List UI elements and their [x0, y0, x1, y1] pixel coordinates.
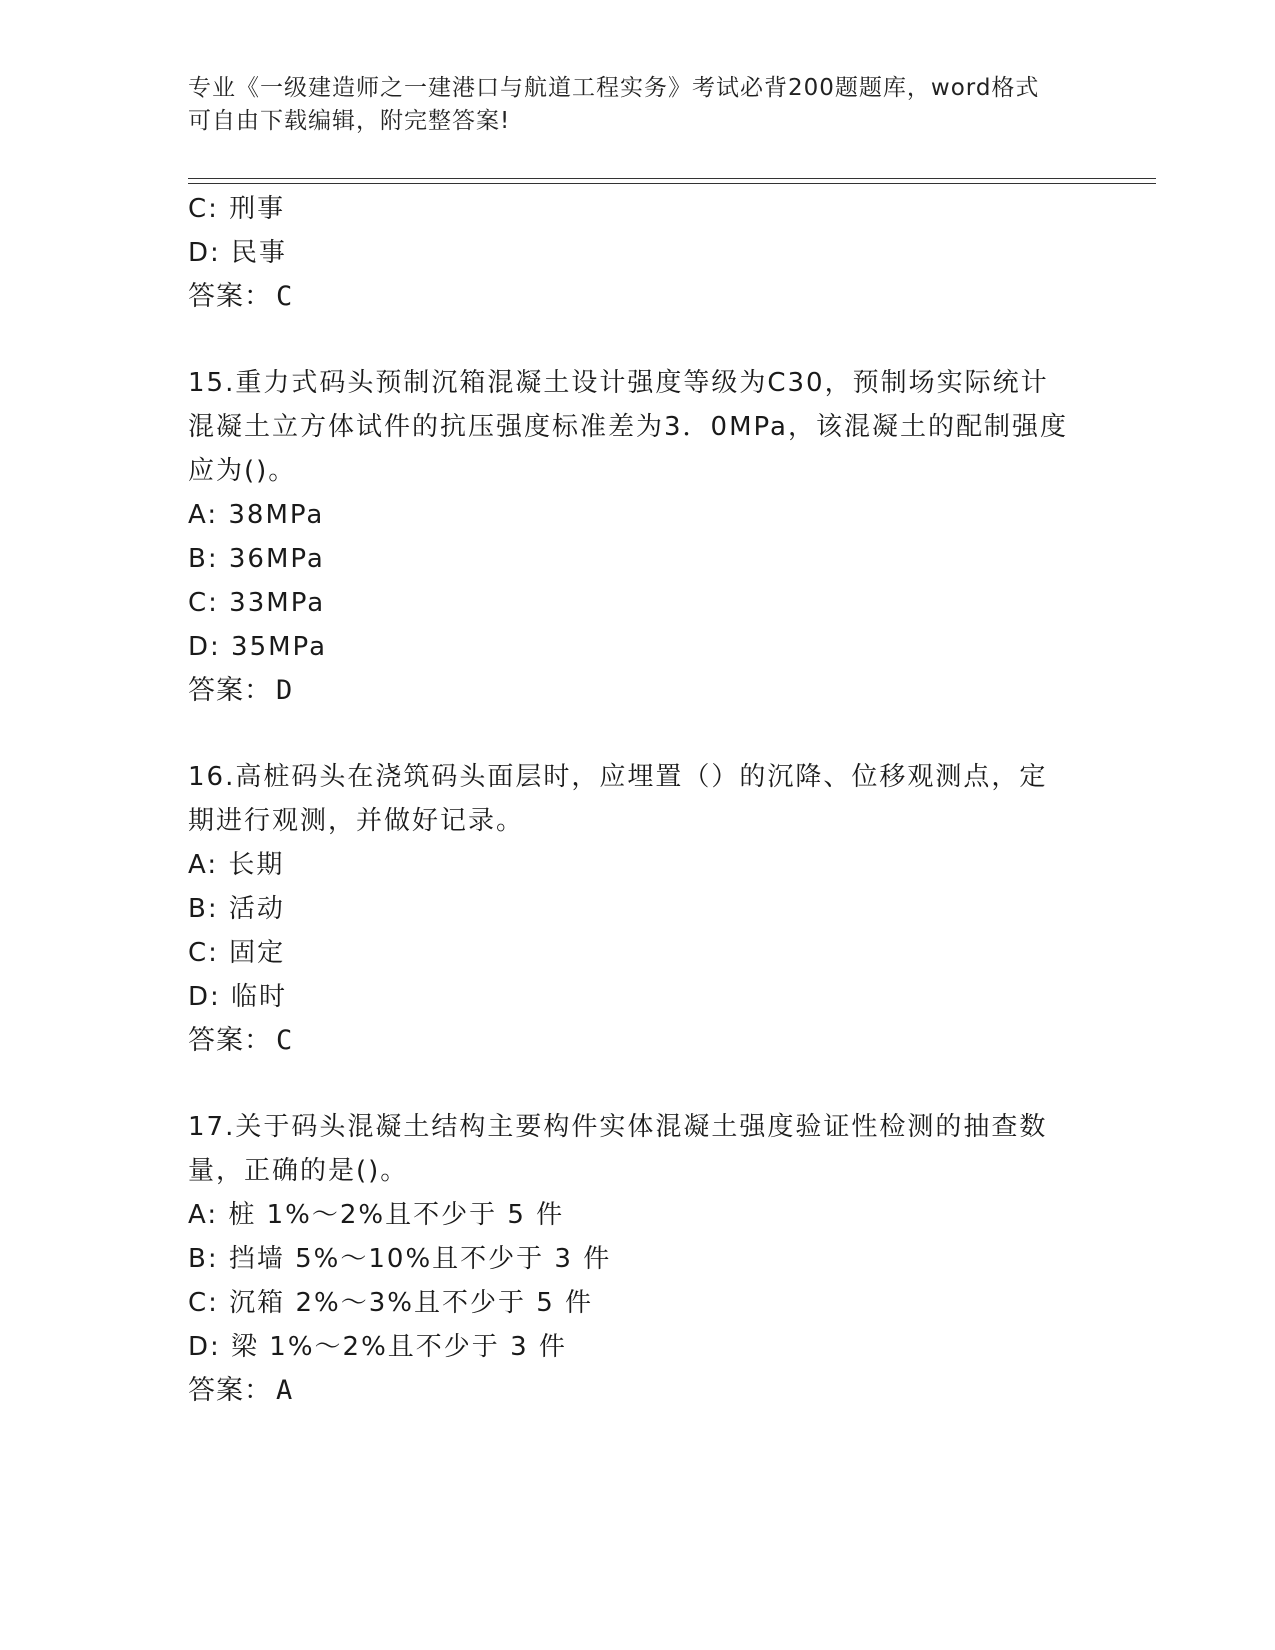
q16-answer: [188, 1018, 293, 1064]
q15-stem-line-3: 应为()。: [188, 456, 297, 486]
prev-option-d: D: 民事: [188, 238, 288, 268]
q16-stem-line-1: 16.高桩码头在浇筑码头面层时，应埋置（）的沉降、位移观测点，定: [188, 762, 1048, 792]
header-line-2: 可自由下载编辑，附完整答案!: [188, 108, 511, 134]
q15-option-b: B: 36MPa: [188, 544, 325, 574]
header-line-1: 专业《一级建造师之一建港口与航道工程实务》考试必背200题题库，word格式: [188, 75, 1040, 101]
answer-value: C: [276, 281, 294, 312]
answer-value: C: [276, 1025, 294, 1056]
answer-label: 答案：: [188, 281, 272, 312]
prev-answer: [188, 274, 293, 320]
q17-stem-line-2: 量，正确的是()。: [188, 1156, 409, 1186]
q16-option-b: B: 活动: [188, 894, 285, 924]
q17-option-a: A: 桩 1%～2%且不少于 5 件: [188, 1200, 565, 1230]
header-divider: [188, 178, 1156, 184]
answer-label: 答案：: [188, 1025, 272, 1056]
answer-label: 答案：: [188, 675, 272, 706]
q17-stem-line-1: 17.关于码头混凝土结构主要构件实体混凝土强度验证性检测的抽查数: [188, 1112, 1048, 1142]
q15-option-d: D: 35MPa: [188, 632, 328, 662]
q15-stem-line-1: 15.重力式码头预制沉箱混凝土设计强度等级为C30，预制场实际统计: [188, 368, 1049, 398]
q16-option-a: A: 长期: [188, 850, 285, 880]
q15-option-c: C: 33MPa: [188, 588, 326, 618]
page-header: [188, 72, 1088, 138]
answer-value: D: [276, 675, 294, 706]
q16-option-d: D: 临时: [188, 982, 288, 1012]
q16-stem-line-2: 期进行观测，并做好记录。: [188, 806, 525, 836]
q17-answer: [188, 1368, 293, 1414]
prev-option-c: C: 刑事: [188, 194, 286, 224]
q15-stem-line-2: 混凝土立方体试件的抗压强度标准差为3．0MPa，该混凝土的配制强度: [188, 412, 1068, 442]
q17-option-b: B: 挡墙 5%～10%且不少于 3 件: [188, 1244, 612, 1274]
q17-option-d: D: 梁 1%～2%且不少于 3 件: [188, 1332, 567, 1362]
q17-option-c: C: 沉箱 2%～3%且不少于 5 件: [188, 1288, 594, 1318]
q15-answer: [188, 668, 293, 714]
q15-option-a: A: 38MPa: [188, 500, 325, 530]
answer-value: A: [276, 1375, 294, 1406]
q16-option-c: C: 固定: [188, 938, 286, 968]
answer-label: 答案：: [188, 1375, 272, 1406]
